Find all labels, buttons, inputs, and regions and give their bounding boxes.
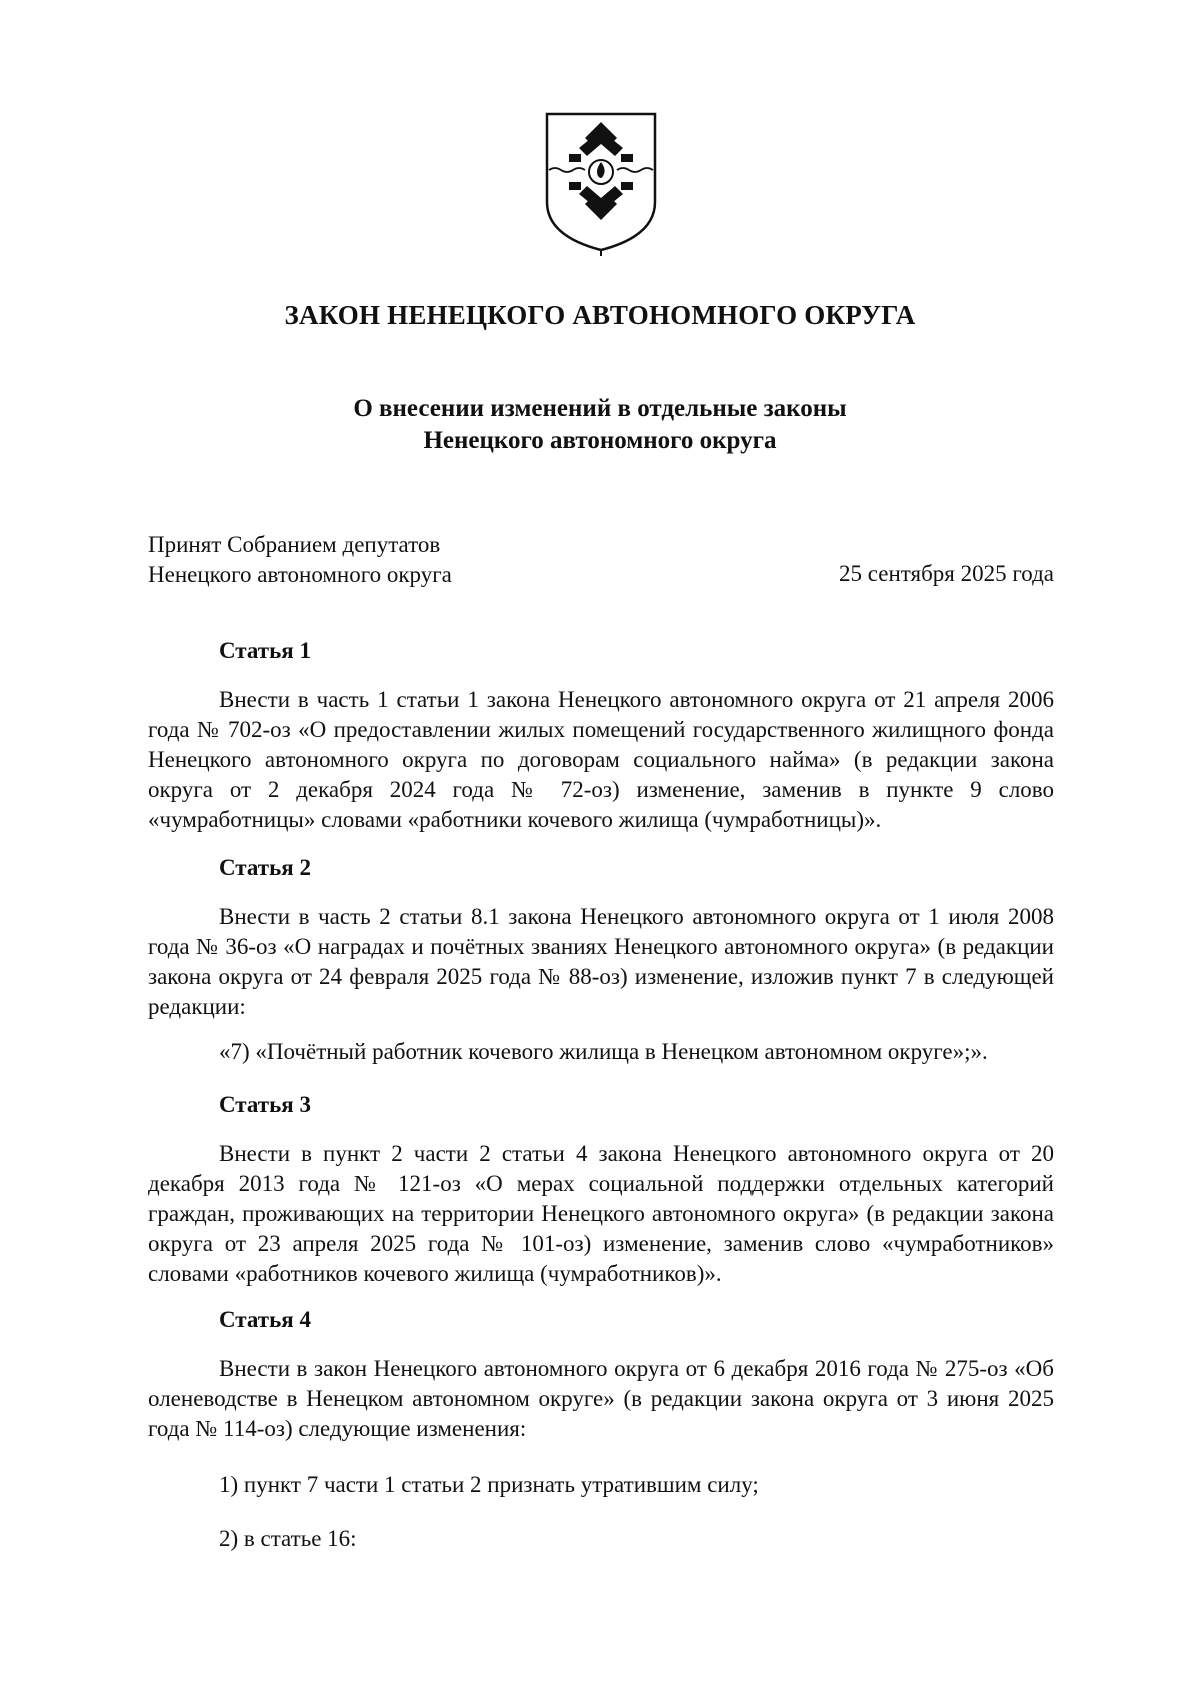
article-3-text: Внести в пункт 2 части 2 статьи 4 закона Ненецкого автономного округа от 20 декабря 2013 года № 121-оз «О мерах социальной поддержки отдельных категорий граждан, проживающих на территории Ненецкого автономного округа» (в редакции закона округа от 23 апреля 2025 года № 101-оз) изменение, заменив слово «чумработников» словами «работников кочевого жилища (чумработников)». bbox=[148, 1141, 1054, 1286]
article-2-quote: «7) «Почётный работник кочевого жилища в Ненецком автономном округе»;». bbox=[219, 1039, 988, 1064]
coat-of-arms-emblem bbox=[543, 110, 659, 256]
article-4-text-block bbox=[148, 1354, 1054, 1444]
subtitle-line-2: Ненецкого автономного округа bbox=[423, 427, 777, 454]
subtitle-line-1: О внесении изменений в отдельные законы bbox=[353, 395, 847, 422]
article-4-item-1: 1) пункт 7 части 1 статьи 2 признать утратившим силу; bbox=[219, 1472, 759, 1497]
adopted-line-2: Ненецкого автономного округа bbox=[148, 562, 452, 587]
article-2-text-block bbox=[148, 902, 1054, 1022]
article-1-heading: Статья 1 bbox=[219, 638, 311, 663]
article-4-item-2: 2) в статье 16: bbox=[219, 1526, 357, 1551]
article-2-text: Внести в часть 2 статьи 8.1 закона Ненецкого автономного округа от 1 июля 2008 года № 36-оз «О наградах и почётных званиях Ненецкого автономного округа» (в редакции закона округа от 24 февраля 2025 года № 88-оз) изменение, изложив пункт 7 в следующей редакции: bbox=[148, 904, 1054, 1019]
article-1-text-block bbox=[148, 685, 1054, 835]
adopted-line-1: Принят Собранием депутатов bbox=[148, 532, 441, 557]
article-1-text: Внести в часть 1 статьи 1 закона Ненецкого автономного округа от 21 апреля 2006 года № 702-оз «О предоставлении жилых помещений государственного жилищного фонда Ненецкого автономного округа по договорам социального найма» (в редакции закона округа от 2 декабря 2024 года № 72-оз) изменение, заменив в пункте 9 слово «чумработницы» словами «работники кочевого жилища (чумработницы)». bbox=[148, 687, 1054, 832]
article-2-heading: Статья 2 bbox=[219, 855, 311, 880]
article-3-text-block bbox=[148, 1139, 1054, 1289]
law-subtitle bbox=[0, 393, 1200, 457]
article-3-heading: Статья 3 bbox=[219, 1092, 311, 1117]
law-title: ЗАКОН НЕНЕЦКОГО АВТОНОМНОГО ОКРУГА bbox=[284, 300, 916, 330]
adopted-date: 25 сентября 2025 года bbox=[839, 561, 1054, 586]
adopted-by bbox=[148, 530, 452, 590]
article-4-heading: Статья 4 bbox=[219, 1307, 311, 1332]
article-4-text: Внести в закон Ненецкого автономного округа от 6 декабря 2016 года № 275-оз «Об оленеводстве в Ненецком автономном округе» (в редакции закона округа от 3 июня 2025 года № 114-оз) следующие изменения: bbox=[148, 1356, 1054, 1441]
